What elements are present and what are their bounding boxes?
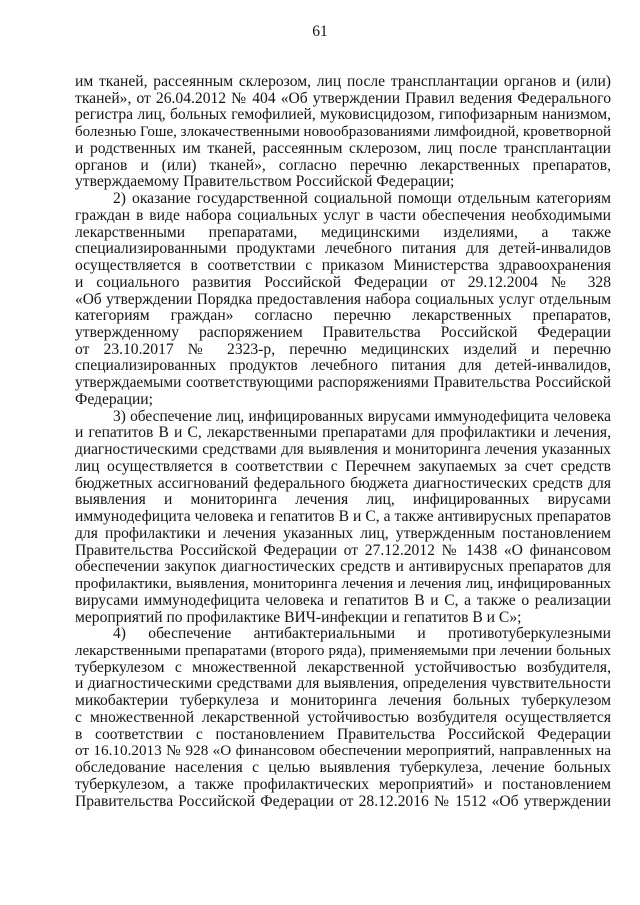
text-line: осуществляется в соответствии с приказом Министерства здравоохранения — [75, 258, 611, 275]
text-line: от 16.10.2013 № 928 «О финансовом обеспечении мероприятий, направленных на — [75, 743, 611, 760]
text-line: регистра лиц, больных гемофилией, муковисцидозом, гипофизарным нанизмом, — [75, 107, 611, 124]
body-text — [75, 74, 611, 810]
text-line: специализированных продуктов лечебного питания для детей-инвалидов, — [75, 358, 611, 375]
text-line: лекарственными препаратами (второго ряда), применяемыми при лечении больных — [75, 642, 611, 659]
text-line: вирусами иммунодефицита человека и гепатитов В и С, а также о реализации — [75, 592, 611, 609]
text-line: выявления и мониторинга лечения лиц, инфицированных вирусами — [75, 492, 611, 509]
text-line: мероприятий по профилактике ВИЧ-инфекции и гепатитов В и С»; — [75, 609, 522, 626]
text-line: профилактики, выявления, мониторинга лечения и лечения лиц, инфицированных — [75, 576, 611, 593]
text-line: им тканей, рассеянным склерозом, лиц после трансплантации органов и (или) — [75, 74, 611, 90]
text-line: и социального развития Российской Федерации от 29.12.2004 № 328 — [75, 274, 611, 291]
text-line: Правительства Российской Федерации от 28.12.2016 № 1512 «Об утверждении — [75, 793, 611, 810]
text-line: туберкулезом, а также профилактических мероприятий» и постановлением — [75, 776, 611, 793]
text-line: органов и (или) тканей», согласно перечню лекарственных препаратов, — [75, 157, 611, 174]
text-line: Правительства Российской Федерации от 27.12.2012 № 1438 «О финансовом — [75, 542, 611, 559]
text-line: обеспечении закупок диагностических средств и антивирусных препаратов для — [75, 559, 611, 576]
text-line: тканей», от 26.04.2012 № 404 «Об утверждении Правил ведения Федерального — [75, 90, 611, 107]
text-line: с множественной лекарственной устойчивостью возбудителя осуществляется — [75, 709, 611, 726]
text-line: иммунодефицита человека и гепатитов В и С, а также антивирусных препаратов — [75, 509, 611, 526]
text-line: категориям граждан» согласно перечню лекарственных препаратов, — [75, 308, 611, 325]
text-line: граждан в виде набора социальных услуг в части обеспечения необходимыми — [75, 207, 611, 224]
text-line: утвержденному распоряжением Правительства Российской Федерации — [75, 325, 611, 342]
text-line: в соответствии с постановлением Правительства Российской Федерации — [75, 726, 611, 743]
text-line: лиц осуществляется в соответствии с Перечнем закупаемых за счет средств — [75, 458, 611, 475]
text-line: обследование населения с целью выявления туберкулеза, лечение больных — [75, 760, 611, 777]
text-line: утверждаемому Правительством Российской Федерации; — [75, 174, 455, 191]
text-line: и диагностическими средствами для выявления, определения чувствительности — [75, 676, 611, 693]
text-line: «Об утверждении Порядка предоставления набора социальных услуг отдельным — [75, 291, 611, 308]
text-line: и родственных им тканей, рассеянным склерозом, лиц после трансплантации — [75, 140, 611, 157]
text-line: утверждаемыми соответствующими распоряжениями Правительства Российской — [75, 375, 611, 392]
paragraph-start-line: 2) оказание государственной социальной помощи отдельным категориям — [113, 191, 611, 208]
text-line: микобактерии туберкулеза и мониторинга лечения больных туберкулезом — [75, 693, 611, 710]
text-line: лекарственными препаратами, медицинскими изделиями, а также — [75, 224, 611, 241]
text-line: для профилактики и лечения указанных лиц, утвержденным постановлением — [75, 525, 611, 542]
text-line: и гепатитов В и С, лекарственными препаратами для профилактики и лечения, — [75, 425, 611, 442]
text-line: от 23.10.2017 № 2323-р, перечню медицинских изделий и перечню — [75, 341, 611, 358]
paragraph-start-line: 3) обеспечение лиц, инфицированных вирусами иммунодефицита человека — [113, 408, 611, 425]
paragraph-start-line: 4) обеспечение антибактериальными и противотуберкулезными — [113, 626, 611, 643]
text-line: специализированными продуктами лечебного питания для детей-инвалидов — [75, 241, 611, 258]
text-line: диагностическими средствами для выявления и мониторинга лечения указанных — [75, 442, 611, 459]
text-line: Федерации; — [75, 391, 153, 408]
text-line: болезнью Гоше, злокачественными новообразованиями лимфоидной, кроветворной — [75, 124, 611, 141]
text-line: бюджетных ассигнований федерального бюджета диагностических средств для — [75, 475, 611, 492]
text-line: туберкулезом с множественной лекарственной устойчивостью возбудителя, — [75, 659, 611, 676]
page-number: 61 — [312, 23, 328, 40]
